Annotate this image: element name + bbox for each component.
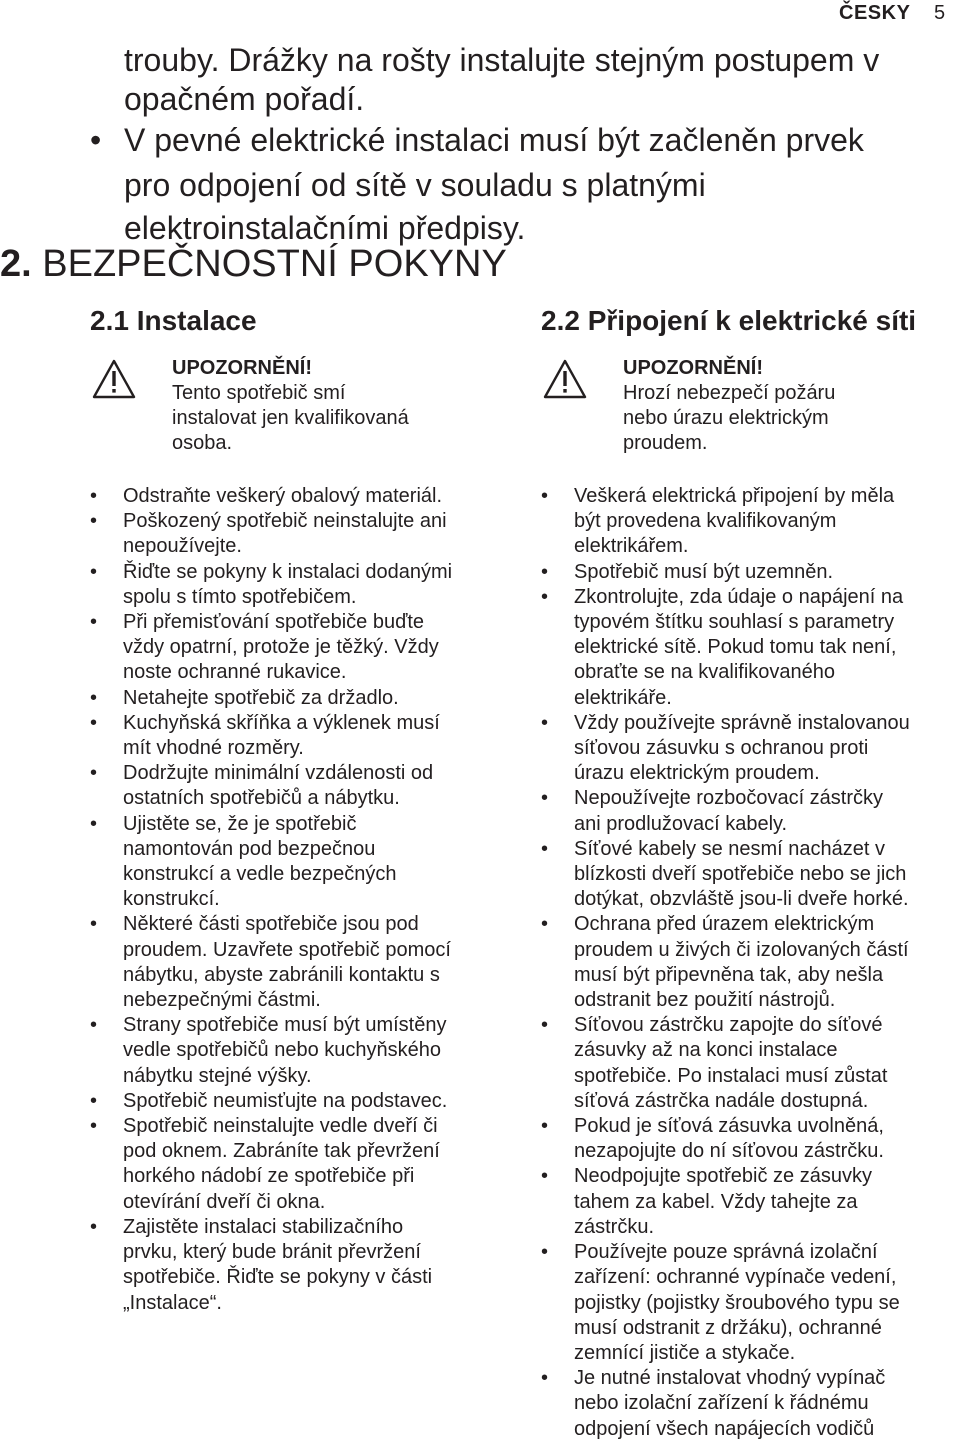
bullet-icon: • [90,913,98,936]
bullet-icon: • [90,560,98,583]
list-item [90,560,510,610]
list-item-line: Veškerá elektrická připojení by měla [574,485,895,507]
warning-triangle-icon [92,359,136,399]
bullet-icon: • [541,560,549,583]
list-item [541,1240,960,1366]
list-item-line: Netahejte spotřebič za držadlo. [123,686,399,709]
list-item-line: pod oknem. Zabráníte tak převržení [123,1140,440,1163]
list-item-line: nábytku stejné výšky. [123,1064,312,1087]
list-item-line: Některé části spotřebiče jsou pod [123,913,419,936]
list-item-line: ostatních spotřebičů a nábytku. [123,787,400,810]
list-item [541,484,960,560]
section-electrical-connection [541,300,960,1442]
list-item-line: spotřebiče. Po instalaci musí zůstat [574,1064,888,1087]
list-item [541,585,960,711]
list-item-line: odpojení všech napájecích vodičů [574,1417,875,1440]
list-item-line: zásuvky až na konci instalace [574,1039,838,1062]
warning-box [90,356,510,474]
bullet-icon: • [541,585,549,608]
intro-continuation-line: trouby. Drážky na rošty instalujte stejným postupem v [124,42,880,78]
list-item-line: Spotřebič musí být uzemněn. [574,560,834,583]
list-item [90,1114,510,1215]
list-item-line: Síťové kabely se nesmí nacházet v [574,837,885,860]
warning-body [623,381,835,456]
bullet-icon: • [90,762,98,785]
section-installation [90,300,510,1316]
warning-heading: UPOZORNĚNÍ! [623,357,763,379]
intro-bullet-line: pro odpojení od sítě v souladu s platnými [124,167,706,203]
chapter-heading [0,242,507,286]
bullet-icon: • [541,913,549,936]
list-item [541,560,960,585]
list-item [90,711,510,761]
list-item-line: pojistky (pojistky šroubového typu se [574,1291,900,1314]
list-item-line: tahem za kabel. Vždy tahejte za [574,1190,858,1213]
list-item [90,509,510,559]
bullet-icon: • [90,1089,98,1112]
list-item-line: Spotřebič neinstalujte vedle dveří či [123,1115,438,1138]
list-item-line: Při přemisťování spotřebiče buďte [123,611,425,634]
intro-bullet-line: elektroinstalačními předpisy. [124,210,526,246]
list-item [541,1164,960,1240]
list-item-line: zástrčku. [574,1215,655,1238]
list-item-line: zemnící jističe a stykače. [574,1341,796,1364]
list-item-line: nezapojujte do ní síťovou zástrčku. [574,1140,884,1163]
list-item-line: síťová zástrčka nadále dostupná. [574,1089,869,1112]
intro-bullet-line: V pevné elektrické instalaci musí být začleněn prvek [124,122,864,158]
list-item [90,686,510,711]
section-title [541,300,960,342]
list-item-line: Odstraňte veškerý obalový materiál. [123,485,443,507]
bullet-icon: • [541,711,549,734]
text-line: instalovat jen kvalifikovaná [172,407,409,429]
list-item-line: Kuchyňská skříňka a výklenek musí [123,711,440,734]
page-number: 5 [934,2,946,24]
bullet-icon: • [90,1014,98,1037]
bullet-icon: • [90,611,98,634]
list-item-line: Nepoužívejte rozbočovací zástrčky [574,787,884,810]
list-item-line: vždy opatrní, protože je těžký. Vždy [123,636,439,659]
bullet-icon: • [90,485,98,507]
list-item-line: Používejte pouze správná izolační [574,1241,878,1264]
list-item-line: Dodržujte minimální vzdálenosti od [123,762,434,785]
list-item-line: mít vhodné rozměry. [123,737,304,760]
intro-continuation-line: opačném pořadí. [124,81,365,117]
list-item-line: Strany spotřebiče musí být umístěny [123,1014,447,1037]
warning-box [541,356,960,474]
list-item-line: elektrikářem. [574,535,689,558]
warning-text [623,356,835,456]
list-item-line: úrazu elektrickým proudem. [574,762,820,785]
list-item-line: Neodpojujte spotřebič ze zásuvky [574,1165,872,1188]
list-item-line: musí odstranit z držáku), ochranné [574,1316,882,1339]
list-item [90,761,510,811]
list-item-line: Poškozený spotřebič neinstalujte ani [123,510,447,533]
list-item-line: musí být připevněna tak, aby nešla [574,963,884,986]
list-item-line: být provedena kvalifikovaným [574,510,837,533]
section-title-text: Instalace [136,305,257,336]
bullet-icon: • [541,1241,549,1264]
bullet-list [541,484,960,1442]
text-line: proudem. [623,432,708,454]
text-line: Hrozí nebezpečí požáru [623,382,836,404]
list-item-line: blízkosti dveří spotřebiče nebo se jich [574,863,907,886]
bullet-icon: • [90,1115,98,1138]
list-item-line: síťovou zásuvku s ochranou proti [574,737,869,760]
bullet-icon: • [541,1165,549,1188]
list-item [90,812,510,913]
bullet-list [90,484,510,1316]
list-item [90,484,510,509]
list-item [90,1013,510,1089]
list-item [541,912,960,1013]
list-item-line: zařízení: ochranné vypínače vedení, [574,1266,897,1289]
text-line: nebo úrazu elektrickým [623,407,829,429]
section-title [90,300,510,342]
list-item-line: Zkontrolujte, zda údaje o napájení na [574,585,904,608]
list-item-line: „Instalace“. [123,1291,222,1314]
section-number: 2.1 [90,305,129,336]
list-item-line: ani prodlužovací kabely. [574,812,788,835]
list-item [90,1089,510,1114]
list-item [541,786,960,836]
warning-text [172,356,409,456]
header-language: ČESKY [839,2,911,24]
list-item-line: dotýkat, obzvláště jsou-li dveře horké. [574,888,909,911]
bullet-icon: • [90,686,98,709]
chapter-title: BEZPEČNOSTNÍ POKYNY [42,243,507,285]
list-item [90,1215,510,1316]
list-item [90,610,510,686]
list-item [541,1114,960,1164]
bullet-icon: • [541,1115,549,1138]
list-item-line: nábytku, abyste zabránili kontaktu s [123,963,440,986]
list-item [541,1013,960,1114]
bullet-icon: • [541,787,549,810]
list-item [90,912,510,1013]
list-item-line: konstrukcí. [123,888,220,911]
warning-triangle-icon [543,359,587,399]
list-item-line: Ochrana před úrazem elektrickým [574,913,875,936]
warning-heading: UPOZORNĚNÍ! [172,357,312,379]
bullet-icon: • [90,812,98,835]
section-number: 2.2 [541,305,580,336]
bullet-icon: • [541,1367,549,1390]
list-item-line: otevírání dveří či okna. [123,1190,326,1213]
list-item-line: nepoužívejte. [123,535,242,558]
chapter-number: 2. [0,243,32,285]
intro-bullet-dot: • [90,122,102,158]
section-title-text: Připojení k elektrické síti [587,305,917,336]
list-item-line: Pokud je síťová zásuvka uvolněná, [574,1115,884,1138]
bullet-icon: • [90,510,98,533]
list-item-line: proudem. Uzavřete spotřebič pomocí [123,938,451,961]
list-item-line: Řiďte se pokyny k instalaci dodanými [123,560,453,583]
list-item-line: Spotřebič neumisťujte na podstavec. [123,1089,448,1112]
list-item-line: konstrukcí a vedle bezpečných [123,863,397,886]
text-line: Tento spotřebič smí [172,382,346,404]
list-item-line: Zajistěte instalaci stabilizačního [123,1215,404,1238]
list-item-line: horkého nádobí ze spotřebiče při [123,1165,415,1188]
list-item-line: nebezpečnými částmi. [123,989,321,1012]
bullet-icon: • [90,1215,98,1238]
bullet-icon: • [541,837,549,860]
list-item-line: obraťte se na kvalifikovaného [574,661,835,684]
list-item-line: spotřebiče. Řiďte se pokyny v části [123,1266,433,1289]
list-item-line: prvku, který bude bránit převržení [123,1241,421,1264]
list-item [541,1366,960,1442]
list-item [541,837,960,913]
list-item-line: Síťovou zástrčku zapojte do síťové [574,1014,883,1037]
text-line: osoba. [172,432,233,454]
list-item-line: Vždy používejte správně instalovanou [574,711,910,734]
list-item-line: proudem u živých či izolovaných částí [574,938,909,961]
list-item-line: nebo izolační zařízení k řádnému [574,1392,869,1415]
list-item [541,711,960,787]
list-item-line: noste ochranné rukavice. [123,661,347,684]
list-item-line: elektrické sítě. Pokud tomu tak není, [574,636,897,659]
list-item-line: spolu s tímto spotřebičem. [123,585,357,608]
list-item-line: elektrikáře. [574,686,672,709]
list-item-line: vedle spotřebičů nebo kuchyňského [123,1039,441,1062]
bullet-icon: • [541,1014,549,1037]
bullet-icon: • [90,711,98,734]
list-item-line: typovém štítku souhlasí s parametry [574,611,895,634]
list-item-line: Ujistěte se, že je spotřebič [123,812,357,835]
list-item-line: odstranit bez použití nástrojů. [574,989,836,1012]
list-item-line: namontován pod bezpečnou [123,837,376,860]
warning-body [172,381,409,456]
bullet-icon: • [541,485,549,507]
list-item-line: Je nutné instalovat vhodný vypínač [574,1367,886,1390]
